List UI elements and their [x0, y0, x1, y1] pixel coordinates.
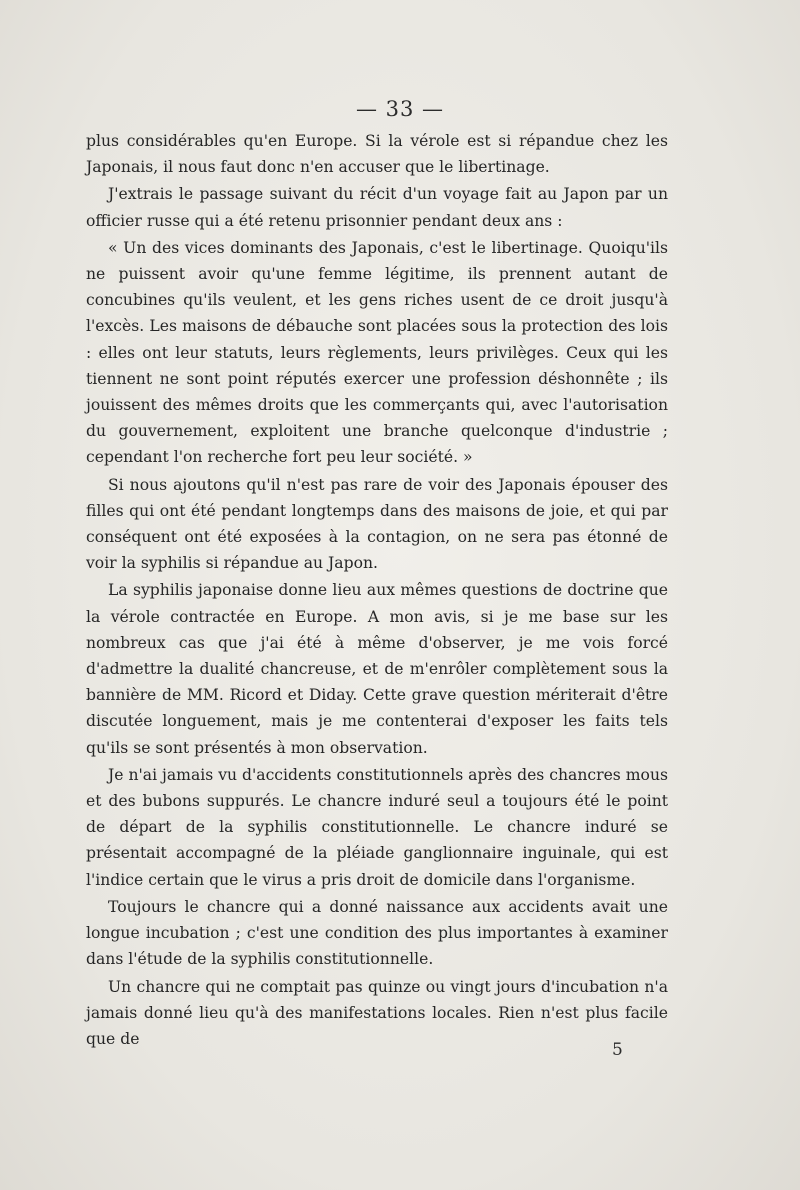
signature-mark: 5 [612, 1040, 623, 1060]
paragraph: « Un des vices dominants des Japonais, c'est le libertinage. Quoiqu'ils ne puissent avoir qu'une femme légitime, ils prennent autant de concubines qu'ils veulent, et les gens riches usent de ce droit jusqu'à l'excès. Les maisons de débauche sont placées sous la protection des lois : elles ont leur statuts, leurs règlements, leurs privilèges. Ceux qui les tiennent ne sont point réputés exercer une profession déshonnête ; ils jouissent des mêmes droits que les commerçants qui, avec l'autorisation du gouvernement, exploitent une branche quelconque d'industrie ; cependant l'on recherche fort peu leur société. » [86, 238, 668, 467]
paragraph: plus considérables qu'en Europe. Si la vérole est si répandue chez les Japonais, il nous faut donc n'en accuser que le libertinage. [86, 132, 668, 177]
page-number: — 33 — [355, 97, 445, 121]
paragraph: Je n'ai jamais vu d'accidents constitutionnels après des chancres mous et des bubons suppurés. Le chancre induré seul a toujours été le point de départ de la syphilis constitutionnelle. Le chancre induré se présentait accompagné de la pléiade ganglionnaire inguinale, qui est l'indice certain que le virus a pris droit de domicile dans l'organisme. [86, 765, 668, 889]
paragraph: Toujours le chancre qui a donné naissance aux accidents avait une longue incubation ; c'est une condition des plus importantes à examiner dans l'étude de la syphilis constitutionnelle. [86, 897, 668, 969]
paragraph: J'extrais le passage suivant du récit d'un voyage fait au Japon par un officier russe qui a été retenu prisonnier pendant deux ans : [86, 185, 668, 230]
paragraph: Si nous ajoutons qu'il n'est pas rare de voir des Japonais épouser des filles qui ont été pendant longtemps dans des maisons de joie, et qui par conséquent ont été exposées à la contagion, on ne sera pas étonné de voir la syphilis si répandue au Japon. [86, 475, 668, 573]
paragraph: La syphilis japonaise donne lieu aux mêmes questions de doctrine que la vérole contractée en Europe. A mon avis, si je me base sur les nombreux cas que j'ai été à même d'observer, je me vois forcé d'admettre la dualité chancreuse, et de m'enrôler complètement sous la bannière de MM. Ricord et Diday. Cette grave question mériterait d'être discutée longuement, mais je me contenterai d'exposer les faits tels qu'ils se sont présentés à mon observation. [86, 581, 668, 757]
paragraph: Un chancre qui ne comptait pas quinze ou vingt jours d'incubation n'a jamais donné lieu qu'à des manifestations locales. Rien n'est plus facile que de [86, 977, 668, 1048]
body-text [86, 128, 668, 1053]
